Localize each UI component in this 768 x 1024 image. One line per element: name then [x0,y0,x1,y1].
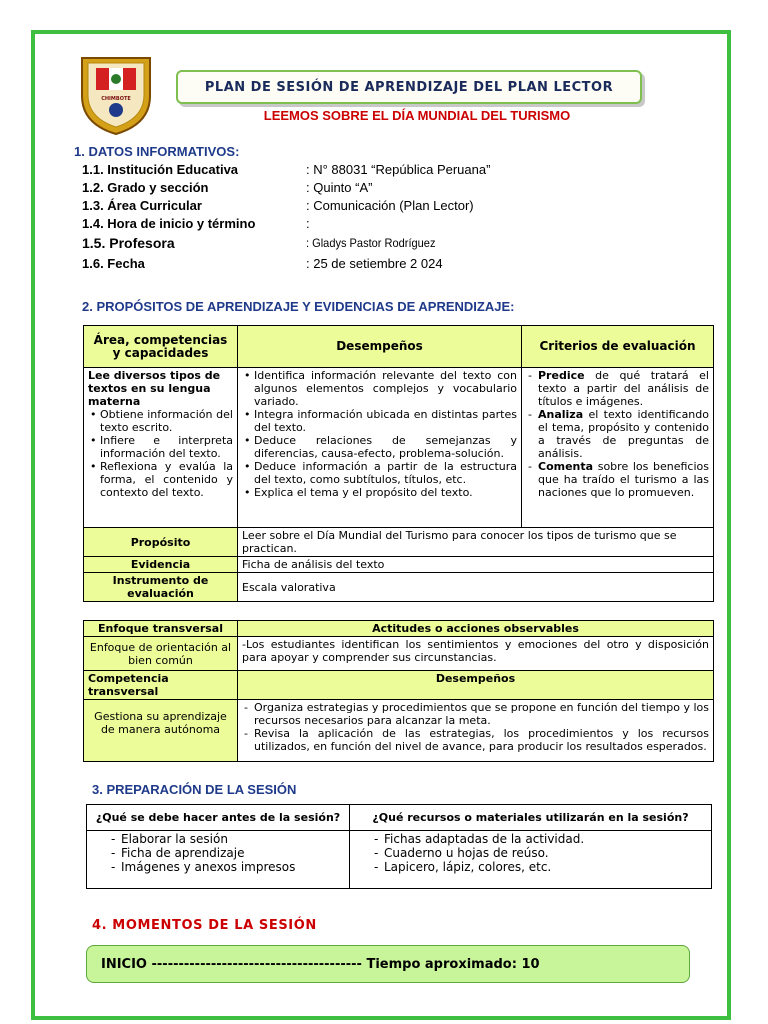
list-item: • Deduce relaciones de semejanzas y diferencias, causa-efecto, problema-solución. [254,434,517,460]
info-value: : [306,216,310,231]
evidencia-value: Ficha de análisis del texto [238,557,714,573]
list-item: - Predice de qué tratará el texto a partir del análisis de títulos e imágenes. [538,369,709,408]
col-competencia-header: Competencia transversal [84,671,238,700]
list-item: • Integra información ubicada en distintas partes del texto. [254,408,517,434]
list-item: • Reflexiona y evalúa la forma, el contenido y contexto del texto. [100,460,233,499]
competencia-transversal-name: Gestiona su aprendizaje de manera autónoma [84,700,238,762]
proposito-label: Propósito [84,528,238,557]
school-shield-logo [76,50,156,136]
transversal-desempenos-list [242,701,709,753]
recursos-cell [350,831,712,889]
col-actitudes-header: Actitudes o acciones observables [238,621,714,637]
criterios-cell [522,368,714,528]
list-item: • Identifica información relevante del texto con algunos elementos complejos y vocabulario variado. [254,369,517,408]
preparacion-table [86,804,712,889]
list-item: - Organiza estrategias y procedimientos que se propone en función del tiempo y los recursos necesarios para alcanzar la meta. [254,701,709,727]
list-item: - Imágenes y anexos impresos [121,860,345,874]
page-title: PLAN DE SESIÓN DE APRENDIZAJE DEL PLAN LECTOR [176,70,642,104]
competencia-name: Lee diversos tipos de textos en su lengua materna [88,369,221,408]
criterios-list [526,369,709,499]
info-label: 1.4. Hora de inicio y término [82,216,256,231]
enfoque-name: Enfoque de orientación al bien común [84,637,238,671]
list-item: - Revisa la aplicación de las estrategias, los procedimientos y los recursos utilizados, en función del nivel de avance, para producir los resultados esperados. [254,727,709,753]
info-label: 1.6. Fecha [82,256,145,271]
info-value: : Gladys Pastor Rodríguez [306,236,436,250]
antes-list [91,832,345,874]
desempenos-cell [238,368,522,528]
momentos-heading: 4. MOMENTOS DE LA SESIÓN [92,918,317,933]
instrumento-label: Instrumento de evaluación [84,573,238,602]
info-value: : Quinto “A” [306,180,373,195]
proposito-value: Leer sobre el Día Mundial del Turismo para conocer los tipos de turismo que se practican. [238,528,714,557]
info-value: : Comunicación (Plan Lector) [306,198,474,213]
col-antes-header: ¿Qué se debe hacer antes de la sesión? [87,805,350,831]
list-item: • Infiere e interpreta información del texto. [100,434,233,460]
list-item: • Explica el tema y el propósito del texto. [254,486,517,499]
preparacion-heading: 3. PREPARACIÓN DE LA SESIÓN [92,782,297,797]
list-item: - Ficha de aprendizaje [121,846,345,860]
capacidades-list [88,408,233,499]
antes-cell [87,831,350,889]
transversal-desempenos-cell [238,700,714,762]
evidencia-label: Evidencia [84,557,238,573]
competencia-cell [84,368,238,528]
col-enfoque-header: Enfoque transversal [84,621,238,637]
col-desempenos-header: Desempeños [238,326,522,368]
enfoque-table [83,620,714,762]
recursos-list [354,832,707,874]
col-area-header: Área, competencias y capacidades [84,326,238,368]
datos-heading: 1. DATOS INFORMATIVOS: [74,144,240,159]
info-label: 1.5. Profesora [82,235,175,251]
propositos-heading: 2. PROPÓSITOS DE APRENDIZAJE Y EVIDENCIAS DE APRENDIZAJE: [82,299,515,314]
list-item: - Analiza el texto identificando el tema, propósito y contenido a través de preguntas de análisis. [538,408,709,460]
info-value: : N° 88031 “República Peruana” [306,162,491,177]
list-item: - Fichas adaptadas de la actividad. [384,832,707,846]
list-item: • Obtiene información del texto escrito. [100,408,233,434]
col-recursos-header: ¿Qué recursos o materiales utilizarán en la sesión? [350,805,712,831]
info-label: 1.3. Área Curricular [82,198,202,213]
col-criterios-header: Criterios de evaluación [522,326,714,368]
list-item: - Comenta sobre los beneficios que ha traído el turismo a las naciones que lo promueven. [538,460,709,499]
logo-text: CHIMBOTE [101,96,131,102]
col-desempenos-header: Desempeños [238,671,714,700]
inicio-box: INICIO --------------------------------------- Tiempo aproximado: 10 [86,945,690,983]
list-item: • Deduce información a partir de la estructura del texto, como subtítulos, títulos, etc. [254,460,517,486]
info-value: : 25 de setiembre 2 024 [306,256,443,271]
propositos-table [83,325,714,602]
page-subtitle: LEEMOS SOBRE EL DÍA MUNDIAL DEL TURISMO [263,108,571,123]
actitud-text: -Los estudiantes identifican los sentimientos y emociones del otro y disposición para apoyar y comprender sus circunstancias. [238,637,714,671]
list-item: - Cuaderno u hojas de reúso. [384,846,707,860]
info-label: 1.1. Institución Educativa [82,162,239,177]
instrumento-value: Escala valorativa [238,573,714,602]
desempenos-list [242,369,517,499]
info-label: 1.2. Grado y sección [82,180,209,195]
list-item: - Lapicero, lápiz, colores, etc. [384,860,707,874]
list-item: - Elaborar la sesión [121,832,345,846]
